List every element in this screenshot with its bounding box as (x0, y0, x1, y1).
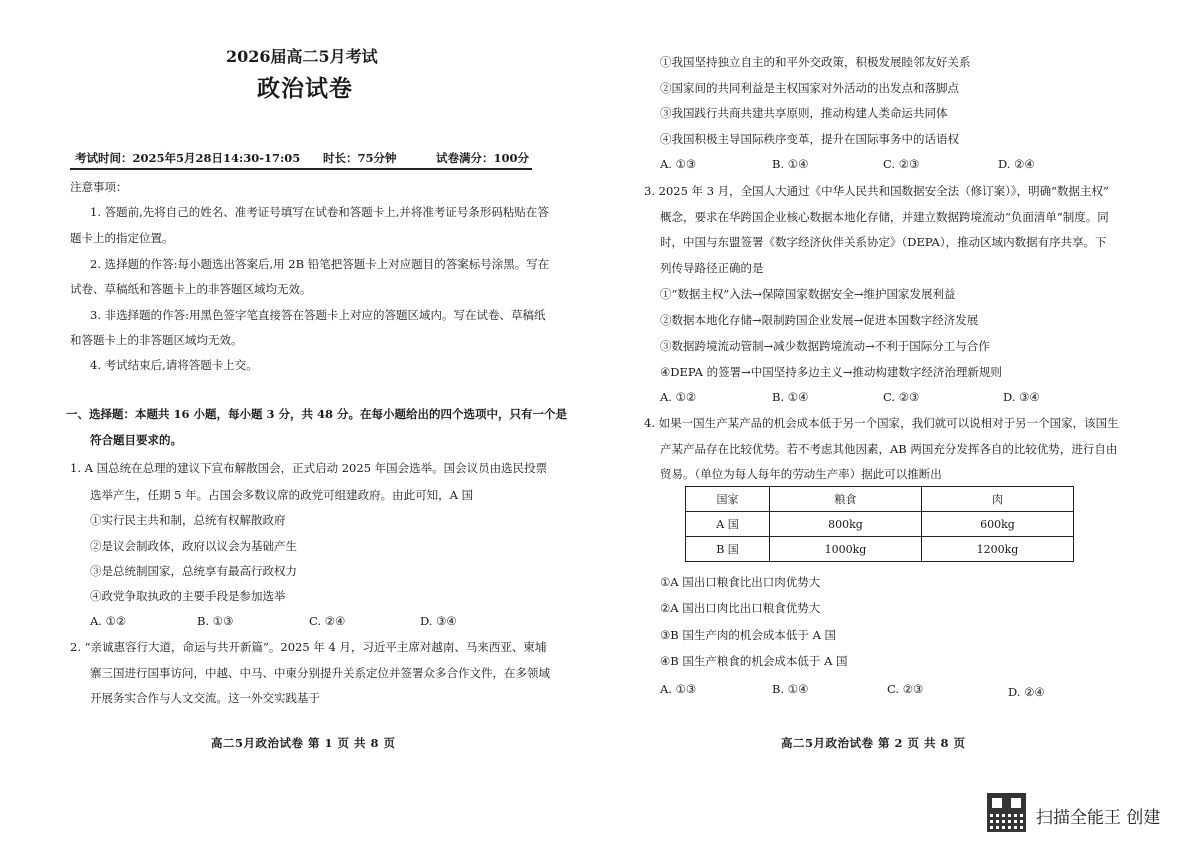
exam-time: 考试时间：2025年5月28日14:30-17:05 (75, 151, 301, 165)
table-cell: A 国 (686, 512, 770, 537)
section-1-heading: 一、选择题：本题共 16 小题，每小题 3 分，共 48 分。在每小题给出的四个选项中，只有一个是 (66, 407, 568, 421)
page-1-footer: 高二5月政治试卷 第 1 页 共 8 页 (211, 736, 396, 750)
scanner-watermark: 扫描全能王 创建 (1036, 808, 1161, 828)
q2-stem-line1: 2. “亲诚惠容行大道，命运与共开新篇”。2025 年 4 月，习近平主席对越南、马来西亚、柬埔 (70, 640, 547, 654)
q1-choice-c: C. ②④ (309, 614, 346, 628)
notice-2-line2: 试卷、草稿纸和答题卡上的非答题区域均无效。 (70, 282, 312, 296)
exam-title: 2026届高二5月考试 (226, 47, 378, 66)
table-header-cell: 粮食 (769, 487, 921, 512)
q2-choice-b: B. ①④ (772, 157, 809, 171)
q2-choice-a: A. ①③ (660, 157, 697, 171)
q4-choice-c: C. ②③ (887, 682, 924, 696)
q2-stem-line2: 寨三国进行国事访问，中越、中马、中柬分别提升关系定位并签署众多合作文件，在多领域 (90, 666, 550, 680)
qr-code-icon (987, 793, 1026, 832)
q2-choice-d: D. ②④ (998, 157, 1035, 171)
q1-choice-d: D. ③④ (420, 614, 457, 628)
q3-choice-b: B. ①④ (772, 390, 809, 404)
table-header-cell: 国家 (686, 487, 770, 512)
table-cell: 600kg (921, 512, 1073, 537)
q4-option-4: ④B 国生产粮食的机会成本低于 A 国 (660, 654, 848, 668)
q3-option-4: ④DEPA 的签署→中国坚持多边主义→推动构建数字经济治理新规则 (660, 365, 1002, 379)
q1-choice-a: A. ①② (90, 614, 127, 628)
q4-stem-line3: 贸易。（单位为每人每年的劳动生产率）据此可以推断出 (660, 467, 942, 481)
table-cell: B 国 (686, 537, 770, 562)
q4-stem-line2: 产某产品存在比较优势。若不考虑其他因素，AB 两国充分发挥各自的比较优势，进行自由 (660, 442, 1118, 456)
subject-title: 政治试卷 (257, 75, 353, 102)
section-1-heading-cont: 符合题目要求的。 (90, 433, 182, 447)
header-rule (70, 168, 532, 170)
q4-choice-d: D. ②④ (1008, 685, 1045, 699)
q1-option-3: ③是总统制国家，总统享有最高行政权力 (90, 564, 297, 578)
q1-choice-b: B. ①③ (197, 614, 234, 628)
q1-stem-line2: 选举产生，任期 5 年。占国会多数议席的政党可组建政府。由此可知，A 国 (90, 488, 474, 502)
table-row (686, 537, 1074, 562)
q2-option-1: ①我国坚持独立自主的和平外交政策，积极发展睦邻友好关系 (660, 55, 971, 69)
notice-3-line2: 和答题卡上的非答题区域均无效。 (70, 333, 243, 347)
q4-stem-line1: 4. 如果一国生产某产品的机会成本低于另一个国家，我们就可以说相对于另一个国家，该国生 (644, 416, 1119, 430)
q4-choice-b: B. ①④ (772, 682, 809, 696)
q3-stem-line3: 时，中国与东盟签署《数字经济伙伴关系协定》（DEPA），推动区域内数据有序共享。下 (660, 235, 1107, 249)
table-cell: 1000kg (769, 537, 921, 562)
q3-stem-line4: 列传导路径正确的是 (660, 261, 764, 275)
q2-option-4: ④我国积极主导国际秩序变革，提升在国际事务中的话语权 (660, 132, 959, 146)
q3-option-2: ②数据本地化存储→限制跨国企业发展→促进本国数字经济发展 (660, 313, 979, 327)
right-page (600, 0, 1200, 847)
notice-1-line1: 1. 答题前,先将自己的姓名、准考证号填写在试卷和答题卡上,并将准考证号条形码粘贴在答 (90, 205, 549, 219)
q3-choice-c: C. ②③ (883, 390, 920, 404)
q4-option-2: ②A 国出口肉比出口粮食优势大 (660, 601, 821, 615)
notice-2-line1: 2. 选择题的作答:每小题选出答案后,用 2B 铅笔把答题卡上对应题目的答案标号涂黑。写在 (90, 257, 550, 271)
table-header-cell: 肉 (921, 487, 1073, 512)
q4-option-1: ①A 国出口粮食比出口肉优势大 (660, 575, 821, 589)
q4-choice-a: A. ①③ (660, 682, 697, 696)
q1-stem-line1: 1. A 国总统在总理的建议下宣布解散国会，正式启动 2025 年国会选举。国会议员由选民投票 (70, 461, 548, 475)
table-row (686, 512, 1074, 537)
q2-option-3: ③我国践行共商共建共享原则，推动构建人类命运共同体 (660, 106, 948, 120)
q3-stem-line1: 3. 2025 年 3 月，全国人大通过《中华人民共和国数据安全法（修订案）》，明确“数据主权” (644, 184, 1109, 198)
q3-option-3: ③数据跨境流动管制→减少数据跨境流动→不利于国际分工与合作 (660, 339, 990, 353)
q2-stem-line3: 开展务实合作与人文交流。这一外交实践基于 (90, 691, 320, 705)
q3-choice-d: D. ③④ (1003, 390, 1040, 404)
q2-option-2: ②国家间的共同利益是主权国家对外活动的出发点和落脚点 (660, 81, 959, 95)
q3-option-1: ①“数据主权”入法→保障国家数据安全→维护国家发展利益 (660, 287, 956, 301)
notice-1-line2: 题卡上的指定位置。 (70, 231, 174, 245)
page-2-footer: 高二5月政治试卷 第 2 页 共 8 页 (781, 736, 966, 750)
notice-3-line1: 3. 非选择题的作答:用黑色签字笔直接答在答题卡上对应的答题区域内。写在试卷、草稿纸 (90, 308, 546, 322)
notice-4: 4. 考试结束后,请将答题卡上交。 (90, 358, 258, 372)
table-cell: 800kg (769, 512, 921, 537)
full-score: 试卷满分：100分 (436, 151, 530, 165)
q1-option-4: ④政党争取执政的主要手段是参加选举 (90, 589, 286, 603)
exam-duration: 时长：75分钟 (323, 151, 397, 165)
q4-option-3: ③B 国生产肉的机会成本低于 A 国 (660, 628, 837, 642)
table-cell: 1200kg (921, 537, 1073, 562)
q1-option-2: ②是议会制政体，政府以议会为基础产生 (90, 539, 297, 553)
q1-option-1: ①实行民主共和制，总统有权解散政府 (90, 513, 286, 527)
table-header-row (686, 487, 1074, 512)
notice-title: 注意事项： (70, 180, 128, 194)
productivity-table (685, 486, 1074, 562)
q3-stem-line2: 概念，要求在华跨国企业核心数据本地化存储，并建立数据跨境流动“负面清单”制度。同 (660, 210, 1109, 224)
q2-choice-c: C. ②③ (883, 157, 920, 171)
q3-choice-a: A. ①② (660, 390, 697, 404)
